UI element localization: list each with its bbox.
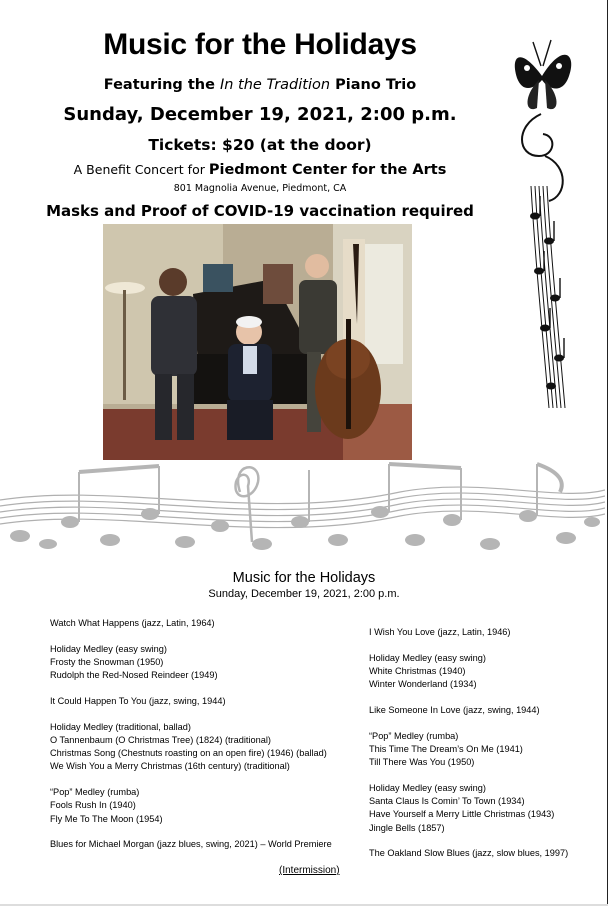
group-spacer: [369, 769, 604, 782]
program-item-heading: Watch What Happens (jazz, Latin, 1964): [50, 618, 215, 628]
program-item-heading: The Oakland Slow Blues (jazz, slow blues, 1997): [369, 848, 569, 859]
program-item: Winter Wonderland (1934): [369, 679, 477, 690]
poster-subtitle: [0, 77, 520, 93]
group-spacer: [369, 835, 604, 848]
ticket-price: Tickets: $20 (at the door): [148, 136, 372, 154]
program-item-heading: “Pop” Medley (rumba): [50, 787, 140, 798]
program-title: Music for the Holidays: [232, 570, 376, 586]
beneficiary-org: Piedmont Center for the Arts: [208, 162, 447, 178]
benefit-prefix: A Benefit Concert for: [73, 162, 209, 177]
venue-address: 801 Magnolia Avenue, Piedmont, CA: [173, 183, 347, 194]
music-notes-band: [0, 452, 605, 554]
group-spacer: [369, 639, 604, 652]
subtitle-prefix: Featuring the: [103, 77, 220, 93]
program-item-heading: Holiday Medley (easy swing): [369, 652, 486, 663]
program-left-column: [50, 617, 362, 852]
group-spacer: [50, 630, 362, 643]
program-item-heading: I Wish You Love (jazz, Latin, 1946): [369, 627, 511, 637]
program-item-heading: Holiday Medley (traditional, ballad): [50, 721, 191, 732]
butterfly-music-icon: [505, 36, 579, 416]
program-item: Fools Rush In (1940): [50, 800, 136, 811]
program-item: This Time The Dream’s On Me (1941): [369, 744, 523, 754]
program-item-heading: It Could Happen To You (jazz, swing, 1944): [50, 696, 226, 706]
program-item: Have Yourself a Merry Little Christmas (1943): [369, 809, 555, 820]
program-item-heading: Blues for Michael Morgan (jazz blues, swing, 2021) – World Premiere: [50, 839, 332, 850]
program-date: Sunday, December 19, 2021, 2:00 p.m.: [208, 588, 400, 600]
program-item: We Wish You a Merry Christmas (16th century) (traditional): [50, 761, 290, 772]
subtitle-suffix: Piano Trio: [330, 77, 417, 93]
group-spacer: [50, 826, 362, 839]
program-item: Jingle Bells (1857): [369, 822, 445, 833]
group-spacer: [50, 774, 362, 787]
program-item: O Tannenbaum (O Christmas Tree) (1824) (traditional): [50, 735, 271, 745]
program-item: Rudolph the Red-Nosed Reindeer (1949): [50, 670, 218, 681]
program-item: Frosty the Snowman (1950): [50, 657, 164, 667]
benefit-line: [0, 162, 520, 178]
group-spacer: [50, 682, 362, 695]
intermission-label: (Intermission): [279, 865, 340, 876]
program-item-heading: Like Someone In Love (jazz, swing, 1944): [369, 705, 540, 715]
trio-name: In the Tradition: [219, 77, 331, 93]
program-item: Santa Claus Is Comin’ To Town (1934): [369, 796, 525, 807]
program-item: Fly Me To The Moon (1954): [50, 813, 163, 824]
health-requirement: Masks and Proof of COVID-19 vaccination required: [46, 202, 474, 220]
program-item-heading: Holiday Medley (easy swing): [50, 643, 167, 654]
group-spacer: [369, 717, 604, 730]
trio-photo: [103, 224, 412, 460]
group-spacer: [50, 708, 362, 721]
concert-date: Sunday, December 19, 2021, 2:00 p.m.: [63, 104, 457, 125]
program-item: Till There Was You (1950): [369, 757, 475, 768]
program-item: Christmas Song (Chestnuts roasting on an open fire) (1946) (ballad): [50, 748, 327, 759]
program-item-heading: “Pop” Medley (rumba): [369, 730, 459, 741]
program-item: White Christmas (1940): [369, 666, 466, 676]
poster-title: Music for the Holidays: [103, 28, 417, 61]
program-item-heading: Holiday Medley (easy swing): [369, 783, 486, 793]
program-right-column: [369, 626, 604, 861]
group-spacer: [369, 691, 604, 704]
